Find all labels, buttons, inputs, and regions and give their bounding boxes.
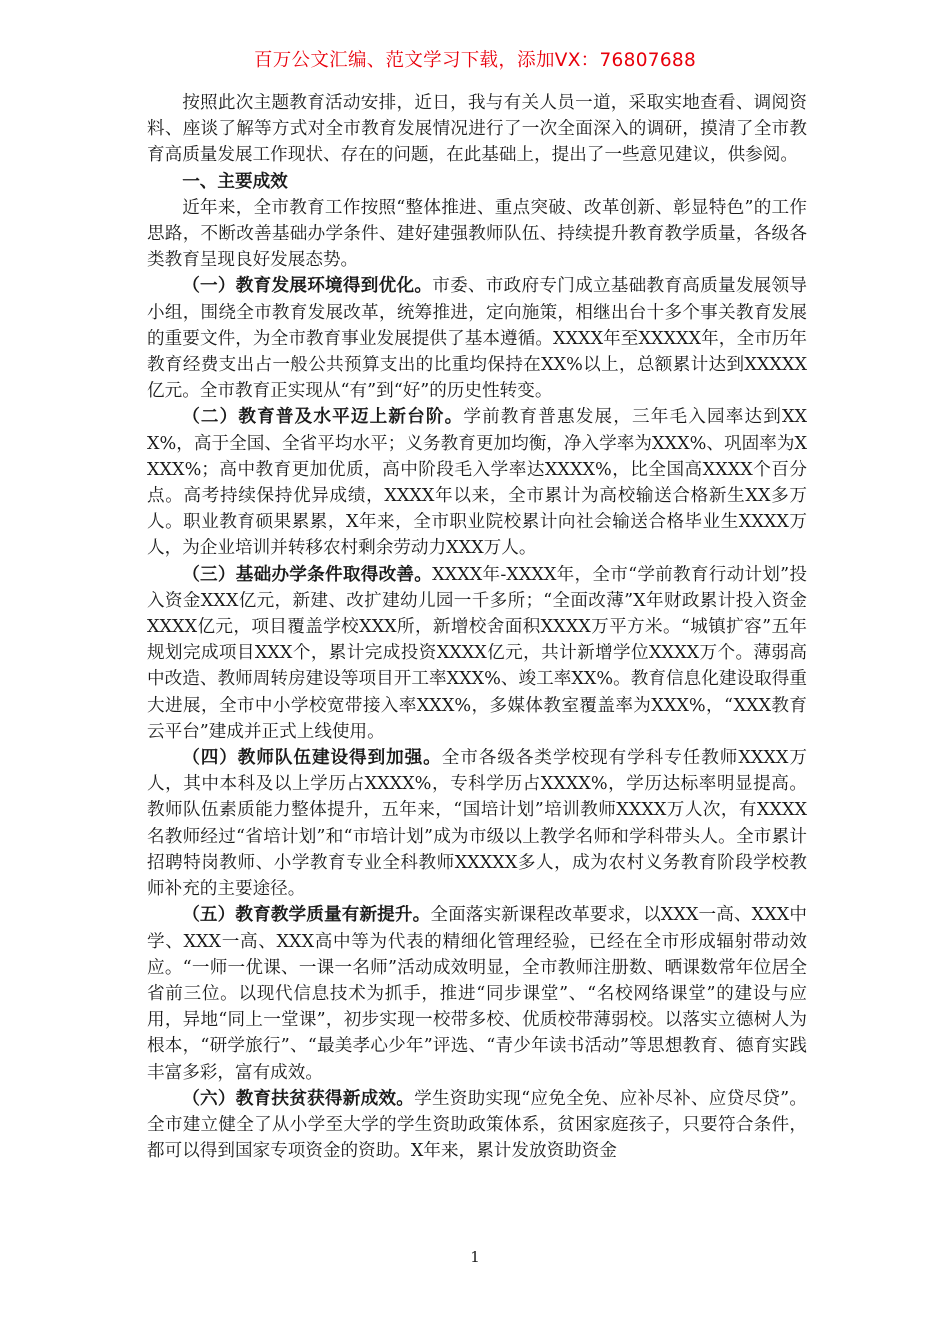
item-text: 学生资助实现“应免全免、应补尽补、应贷尽贷”。全市建立健全了从小学至大学的学生资助政策体系，贫困家庭孩子，只要符合条件，都可以得到国家专项资金的资助。X年来，累计发放资助资金 xyxy=(147,1088,807,1162)
item-lead: （一）教育发展环境得到优化。 xyxy=(182,276,433,297)
item-paragraph-4 xyxy=(147,745,807,902)
item-lead: （三）基础办学条件取得改善。 xyxy=(182,564,433,585)
item-lead: （六）教育扶贫获得新成效。 xyxy=(182,1088,415,1109)
item-text: 全面落实新课程改革要求，以XXX一高、XXX中学、XXX一高、XXX高中等为代表的精细化管理经验，已经在全市形成辐射带动效应。“一师一优课、一课一名师”活动成效明显，全市教师注册数、晒课数常年位居全省前三位。以现代信息技术为抓手，推进“同步课堂”、“名校网络课堂”的建设与应用，异地“同上一堂课”，初步实现一校带多校、优质校带薄弱校。以落实立德树人为根本，“研学旅行”、“最美孝心少年”评选、“青少年读书活动”等思想教育、德育实践丰富多彩，富有成效。 xyxy=(147,905,807,1083)
item-paragraph-1 xyxy=(147,273,807,404)
item-lead: （二）教育普及水平迈上新台阶。 xyxy=(182,407,464,428)
item-text: 学前教育普惠发展，三年毛入园率达到XXX%，高于全国、全省平均水平；义务教育更加均衡，净入学率为XXX%、巩固率为XXXX%；高中教育更加优质，高中阶段毛入学率达XXXX%，比全国高XXXX个百分点。高考持续保持优异成绩，XXXX年以来，全市累计为高校输送合格新生XX多万人。职业教育硕果累累，X年来，全市职业院校累计向社会输送合格毕业生XXXX万人，为企业培训并转移农村剩余劳动力XXX万人。 xyxy=(147,407,807,559)
item-text: XXXX年-XXXX年，全市“学前教育行动计划”投入资金XXX亿元，新建、改扩建幼儿园一千多所；“全面改薄”X年财政累计投入资金XXXX亿元，项目覆盖学校XXX所，新增校舍面积XXXX万平方米。“城镇扩容”五年规划完成项目XXX个，累计完成投资XXXX亿元，共计新增学位XXXX万个。薄弱高中改造、教师周转房建设等项目开工率XXX%、竣工率XX%。教育信息化建设取得重大进展，全市中小学校宽带接入率XXX%，多媒体教室覆盖率为XXX%，“XXX教育云平台”建成并正式上线使用。 xyxy=(147,564,807,742)
item-paragraph-6 xyxy=(147,1086,807,1165)
document-body xyxy=(147,90,807,1164)
summary-paragraph: 近年来，全市教育工作按照“整体推进、重点突破、改革创新、彰显特色”的工作思路，不断改善基础办学条件、建好建强教师队伍、持续提升教育教学质量，各级各类教育呈现良好发展态势。 xyxy=(147,197,807,271)
header-banner: 百万公文汇编、范文学习下载，添加VX：76807688 xyxy=(253,50,697,71)
intro-paragraph: 按照此次主题教育活动安排，近日，我与有关人员一道，采取实地查看、调阅资料、座谈了解等方式对全市教育发展情况进行了一次全面深入的调研，摸清了全市教育高质量发展工作现状、存在的问题，在此基础上，提出了一些意见建议，供参阅。 xyxy=(147,93,807,166)
item-lead: （四）教师队伍建设得到加强。 xyxy=(182,748,442,769)
section-heading: 一、主要成效 xyxy=(182,171,288,192)
item-paragraph-3 xyxy=(147,562,807,745)
item-paragraph-2 xyxy=(147,404,807,561)
item-text: 全市各级各类学校现有学科专任教师XXXX万人，其中本科及以上学历占XXXX%，专科学历占XXXX%，学历达标率明显提高。教师队伍素质能力整体提升，五年来，“国培计划”培训教师XXXX万人次，有XXXX名教师经过“省培计划”和“市培计划”成为市级以上教学名师和学科带头人。全市累计招聘特岗教师、小学教育专业全科教师XXXXX多人，成为农村义务教育阶段学校教师补充的主要途径。 xyxy=(147,748,807,900)
page-number: 1 xyxy=(470,1248,480,1266)
item-paragraph-5 xyxy=(147,902,807,1085)
item-text: 市委、市政府专门成立基础教育高质量发展领导小组，围绕全市教育发展改革，统筹推进，定向施策，相继出台十多个事关教育发展的重要文件，为全市教育事业发展提供了基本遵循。XXXX年至XXXXX年，全市历年教育经费支出占一般公共预算支出的比重均保持在XX%以上，总额累计达到XXXXX亿元。全市教育正实现从“有”到“好”的历史性转变。 xyxy=(147,276,807,402)
item-lead: （五）教育教学质量有新提升。 xyxy=(182,905,431,926)
